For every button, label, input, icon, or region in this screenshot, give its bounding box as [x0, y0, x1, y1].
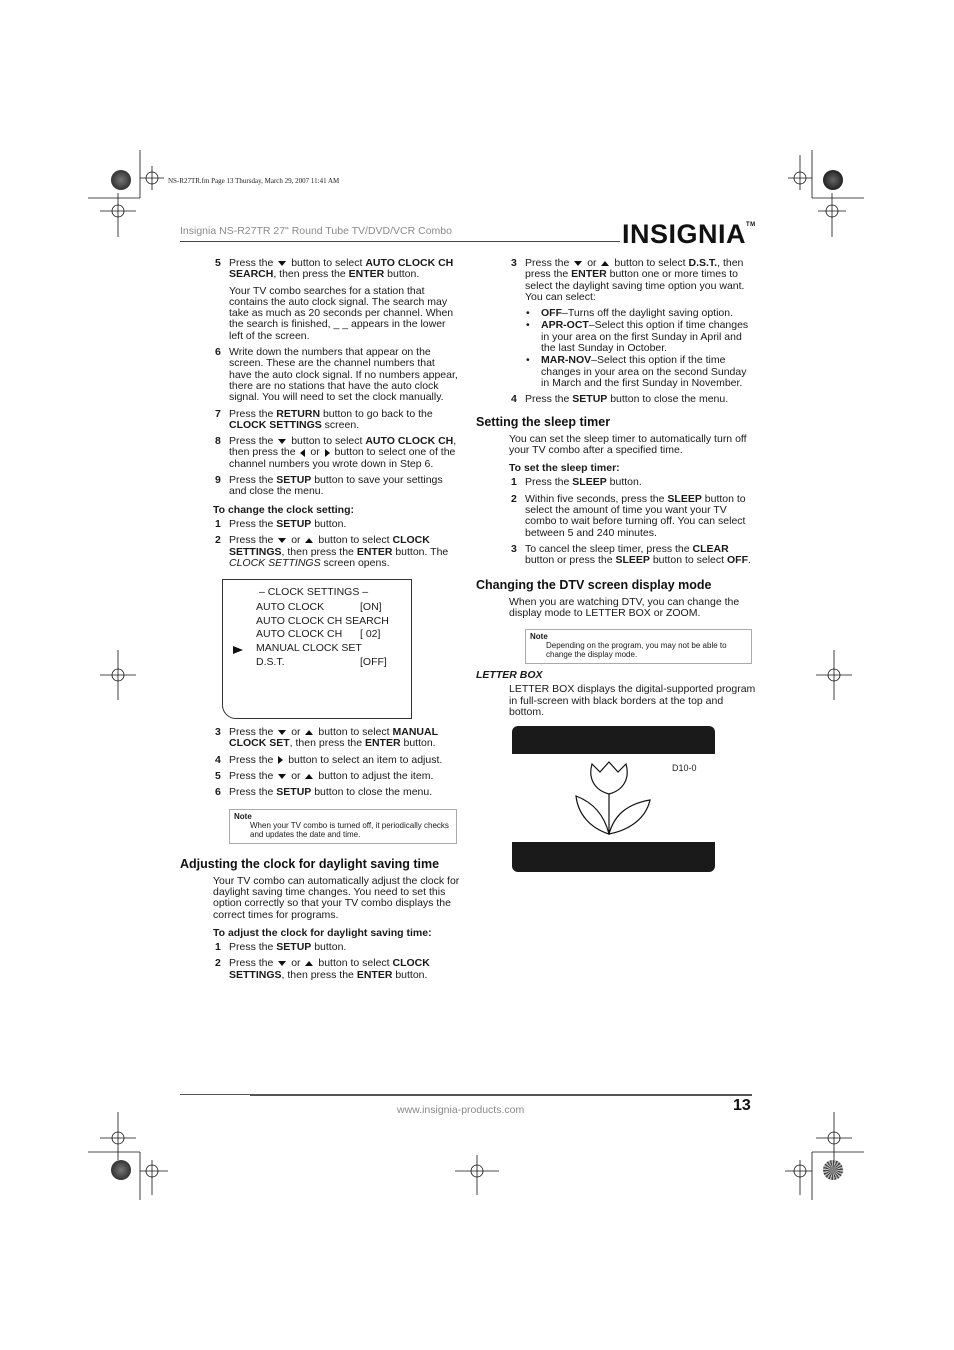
menu-value-auto-clock: [ON]: [360, 601, 382, 614]
dst-paragraph: Your TV combo can automatically adjust the clock for daylight saving time changes. You need to set this option correctly so that your TV combo displays the correct times for programs.: [213, 874, 460, 921]
menu-row-dst: D.S.T.: [256, 656, 285, 669]
sleep-paragraph: You can set the sleep timer to automatically turn off your TV combo after a specified time.: [509, 432, 747, 456]
menu-title: – CLOCK SETTINGS –: [259, 586, 369, 599]
change-step-2: 2 Press the or button to select CLOCK SETTINGS, then press the ENTER button. The CLOCK SETTINGS screen opens.: [215, 534, 449, 569]
change-step-1: 1 Press the SETUP button.: [215, 517, 347, 530]
menu-value-dst: [OFF]: [360, 656, 387, 669]
color-ball-bottom-left: [111, 1160, 131, 1180]
manual-step-5: 5 Press the or button to adjust the item.: [215, 770, 434, 783]
note-box-dtv: Note Depending on the program, you may not be able to change the display mode.: [525, 629, 752, 664]
color-ball-bottom-right: [823, 1160, 843, 1180]
dst-subheading: To adjust the clock for daylight saving time:: [213, 926, 432, 939]
right-arrow-icon: [278, 756, 283, 764]
clock-settings-menu: [222, 579, 412, 719]
dst-step-3: 3 Press the or button to select D.S.T., then press the ENTER button one or more times to select the daylight saving time option you want. You can select:: [511, 257, 745, 303]
dst-option-apr-oct: • APR-OCT–Select this option if time changes in your area on the first Sunday in April and the last Sunday in October.: [526, 319, 749, 355]
manual-step-3: 3 Press the or button to select MANUAL CLOCK SET, then press the ENTER button.: [215, 726, 438, 750]
up-arrow-icon: [601, 261, 609, 266]
step-6: 6 Write down the numbers that appear on the screen. These are the channel numbers that have the auto clock signal. If no numbers appear, there are no stations that have the auto clock signal. You will need to set the clock manually.: [215, 346, 458, 404]
letter-box-heading: LETTER BOX: [476, 669, 543, 682]
dst-step-4: 4 Press the SETUP button to close the menu.: [511, 393, 729, 406]
menu-row-manual-clock-set: MANUAL CLOCK SET: [256, 642, 362, 655]
down-arrow-icon: [278, 730, 286, 735]
letter-box-illustration: [512, 726, 715, 872]
tv-screen: [512, 754, 715, 842]
file-info: NS-R27TR.fm Page 13 Thursday, March 29, 2007 11:41 AM: [168, 177, 340, 185]
dst-step-2: 2 Press the or button to select CLOCK SETTINGS, then press the ENTER button.: [215, 957, 430, 981]
header-rule: [180, 241, 620, 242]
up-arrow-icon: [305, 730, 313, 735]
dtv-heading: Changing the DTV screen display mode: [476, 577, 712, 592]
up-arrow-icon: [305, 774, 313, 779]
menu-row-auto-clock: AUTO CLOCK: [256, 601, 325, 614]
footer-rule-bold: [250, 1095, 752, 1096]
dtv-paragraph: When you are watching DTV, you can change the display mode to LETTER BOX or ZOOM.: [509, 595, 740, 619]
menu-row-auto-clock-ch: AUTO CLOCK CH: [256, 628, 343, 641]
sleep-heading: Setting the sleep timer: [476, 414, 611, 429]
sleep-step-1: 1 Press the SLEEP button.: [511, 476, 642, 489]
down-arrow-icon: [278, 961, 286, 966]
right-arrow-icon: [325, 449, 330, 457]
color-ball-top-left: [111, 170, 131, 190]
down-arrow-icon: [278, 261, 286, 266]
manual-step-4: 4 Press the button to select an item to adjust.: [215, 753, 443, 766]
step-7: 7 Press the RETURN button to go back to the CLOCK SETTINGS screen.: [215, 407, 433, 431]
step-5: 5 Press the button to select AUTO CLOCK CH SEARCH, then press the ENTER button.: [215, 257, 454, 281]
left-column: [180, 258, 460, 986]
dst-heading: Adjusting the clock for daylight saving time: [180, 856, 440, 871]
letter-box-paragraph: LETTER BOX displays the digital-supported program in full-screen with black borders at the top and bottom.: [509, 683, 756, 719]
color-ball-top-right: [823, 170, 843, 190]
note-box-clock: Note When your TV combo is turned off, it periodically checks and updates the date and time.: [229, 809, 457, 844]
step-9: 9 Press the SETUP button to save your settings and close the menu.: [215, 474, 443, 498]
tv-code: D10-0: [672, 763, 697, 774]
dst-option-mar-nov: • MAR-NOV–Select this option if the time changes in your area on the second Sunday in March and the first Sunday in November.: [526, 354, 747, 389]
left-arrow-icon: [300, 449, 305, 457]
right-column: [476, 258, 756, 872]
footer-url: www.insignia-products.com: [397, 1104, 525, 1116]
sleep-step-3: 3 To cancel the sleep timer, press the CLEAR button or press the SLEEP button to select OFF.: [511, 542, 751, 567]
header-title: Insignia NS-R27TR 27" Round Tube TV/DVD/VCR Combo: [180, 225, 452, 237]
step-8: 8 Press the button to select AUTO CLOCK CH, then press the or button to select one of the channel numbers you wrote down in Step 6.: [215, 435, 457, 470]
insignia-logo: INSIGNIA™: [622, 219, 756, 249]
down-arrow-icon: [574, 261, 582, 266]
menu-value-auto-clock-ch: [ 02]: [360, 628, 381, 641]
manual-step-6: 6 Press the SETUP button to close the menu.: [215, 786, 433, 799]
menu-pointer-icon: [233, 646, 243, 654]
page-number: 13: [733, 1097, 751, 1114]
sleep-step-2: 2 Within five seconds, press the SLEEP button to select the amount of time you want your TV combo to wait before turning off. You can select between 5 and 240 minutes.: [511, 492, 746, 539]
menu-row-auto-clock-ch-search: AUTO CLOCK CH SEARCH: [256, 615, 389, 628]
dst-option-off: • OFF–Turns off the daylight saving option.: [526, 307, 734, 320]
up-arrow-icon: [305, 538, 313, 543]
step-5-detail: Your TV combo searches for a station that contains the auto clock signal. The search may take as much as 20 seconds per channel. When the search is finished, _ _ appears in the lower left of the screen.: [229, 284, 454, 342]
tulip-icon: [574, 758, 654, 840]
up-arrow-icon: [305, 961, 313, 966]
down-arrow-icon: [278, 538, 286, 543]
down-arrow-icon: [278, 439, 286, 444]
dst-step-1: 1 Press the SETUP button.: [215, 941, 347, 954]
sleep-subheading: To set the sleep timer:: [509, 462, 620, 475]
change-clock-heading: To change the clock setting:: [213, 503, 354, 516]
down-arrow-icon: [278, 774, 286, 779]
